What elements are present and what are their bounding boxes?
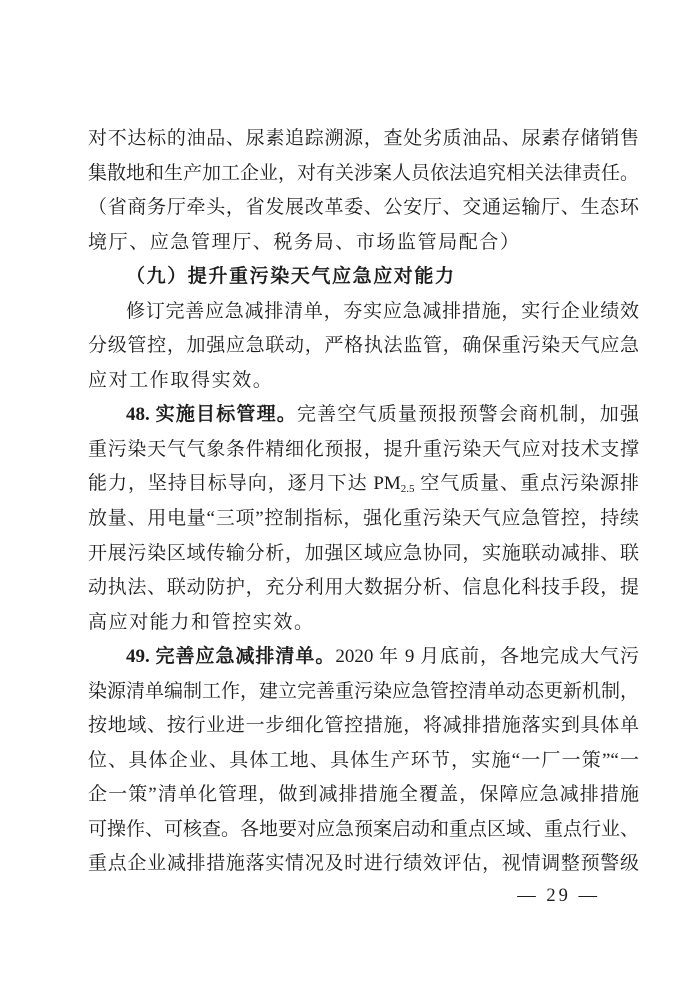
text-line: [88, 502, 639, 537]
text-segment: 应对工作取得实效。: [88, 369, 274, 391]
text-segment: 放量、用电量“三项”控制指标，强化重污染天气应急管控，持续: [88, 508, 639, 530]
text-segment: 空气质量、重点污染源排: [414, 473, 639, 495]
text-line: [88, 433, 639, 468]
text-line: [88, 295, 639, 330]
text-segment: 2020 年 9 月底前，各地完成大气污: [335, 646, 639, 668]
text-line: [88, 640, 639, 675]
text-line: [88, 778, 639, 813]
text-segment: 能力，坚持目标导向，逐月下达 PM: [88, 473, 401, 495]
text-segment: 重污染天气气象条件精细化预报，提升重污染天气应对技术支撑: [88, 438, 639, 460]
text-line: [88, 744, 639, 779]
text-segment: 分级管控，加强应急联动，严格执法监管，确保重污染天气应急: [88, 335, 639, 357]
text-line: [88, 398, 639, 433]
text-segment: 按地域、按行业进一步细化管控措施，将减排措施落实到具体单: [88, 715, 639, 737]
text-line: [88, 260, 639, 295]
text-segment: 高应对能力和管控实效。: [88, 611, 315, 633]
text-line: [88, 329, 639, 364]
text-segment: 染源清单编制工作，建立完善重污染应急管控清单动态更新机制，: [88, 680, 639, 702]
text-segment: 集散地和生产加工企业，对有关涉案人员依法追究相关法律责任。: [88, 162, 639, 184]
text-segment: 完善空气质量预报预警会商机制，加强: [297, 404, 639, 426]
text-line: [88, 191, 639, 226]
text-line: [88, 537, 639, 572]
text-segment: 开展污染区域传输分析，加强区域应急协同，实施联动减排、联: [88, 542, 639, 564]
text-line: [88, 226, 639, 261]
text-segment: 修订完善应急减排清单，夯实应急减排措施，实行企业绩效: [126, 300, 639, 322]
text-line: [88, 122, 639, 157]
text-line: [88, 606, 639, 641]
text-line: [88, 364, 639, 399]
text-segment: 位、具体企业、具体工地、具体生产环节，实施“一厂一策”“一: [88, 749, 639, 771]
subscript-text-segment: 2.5: [400, 483, 415, 496]
bold-text-segment: 49. 完善应急减排清单。: [126, 646, 336, 668]
text-segment: 动执法、联动防护，充分利用大数据分析、信息化科技手段，提: [88, 577, 639, 599]
text-segment: （省商务厅牵头，省发展改革委、公安厅、交通运输厅、生态环: [88, 197, 639, 219]
text-segment: 重点企业减排措施落实情况及时进行绩效评估，视情调整预警级: [88, 853, 639, 875]
text-line: [88, 847, 639, 882]
text-line: [88, 571, 639, 606]
text-segment: 境厅、应急管理厅、税务局、市场监管局配合）: [88, 231, 521, 253]
text-line: [88, 813, 639, 848]
text-line: [88, 467, 639, 502]
page-number: — 29 —: [517, 886, 600, 906]
text-segment: 企一策”清单化管理，做到减排措施全覆盖，保障应急减排措施: [88, 784, 639, 806]
bold-text-segment: 48. 实施目标管理。: [126, 404, 297, 426]
text-segment: 可操作、可核查。各地要对应急预案启动和重点区域、重点行业、: [88, 818, 639, 840]
text-segment: 对不达标的油品、尿素追踪溯源，查处劣质油品、尿素存储销售: [88, 128, 639, 149]
text-block: [88, 122, 639, 882]
text-line: [88, 709, 639, 744]
bold-text-segment: （九）提升重污染天气应急应对能力: [126, 266, 456, 288]
text-line: [88, 675, 639, 710]
text-line: [88, 157, 639, 192]
